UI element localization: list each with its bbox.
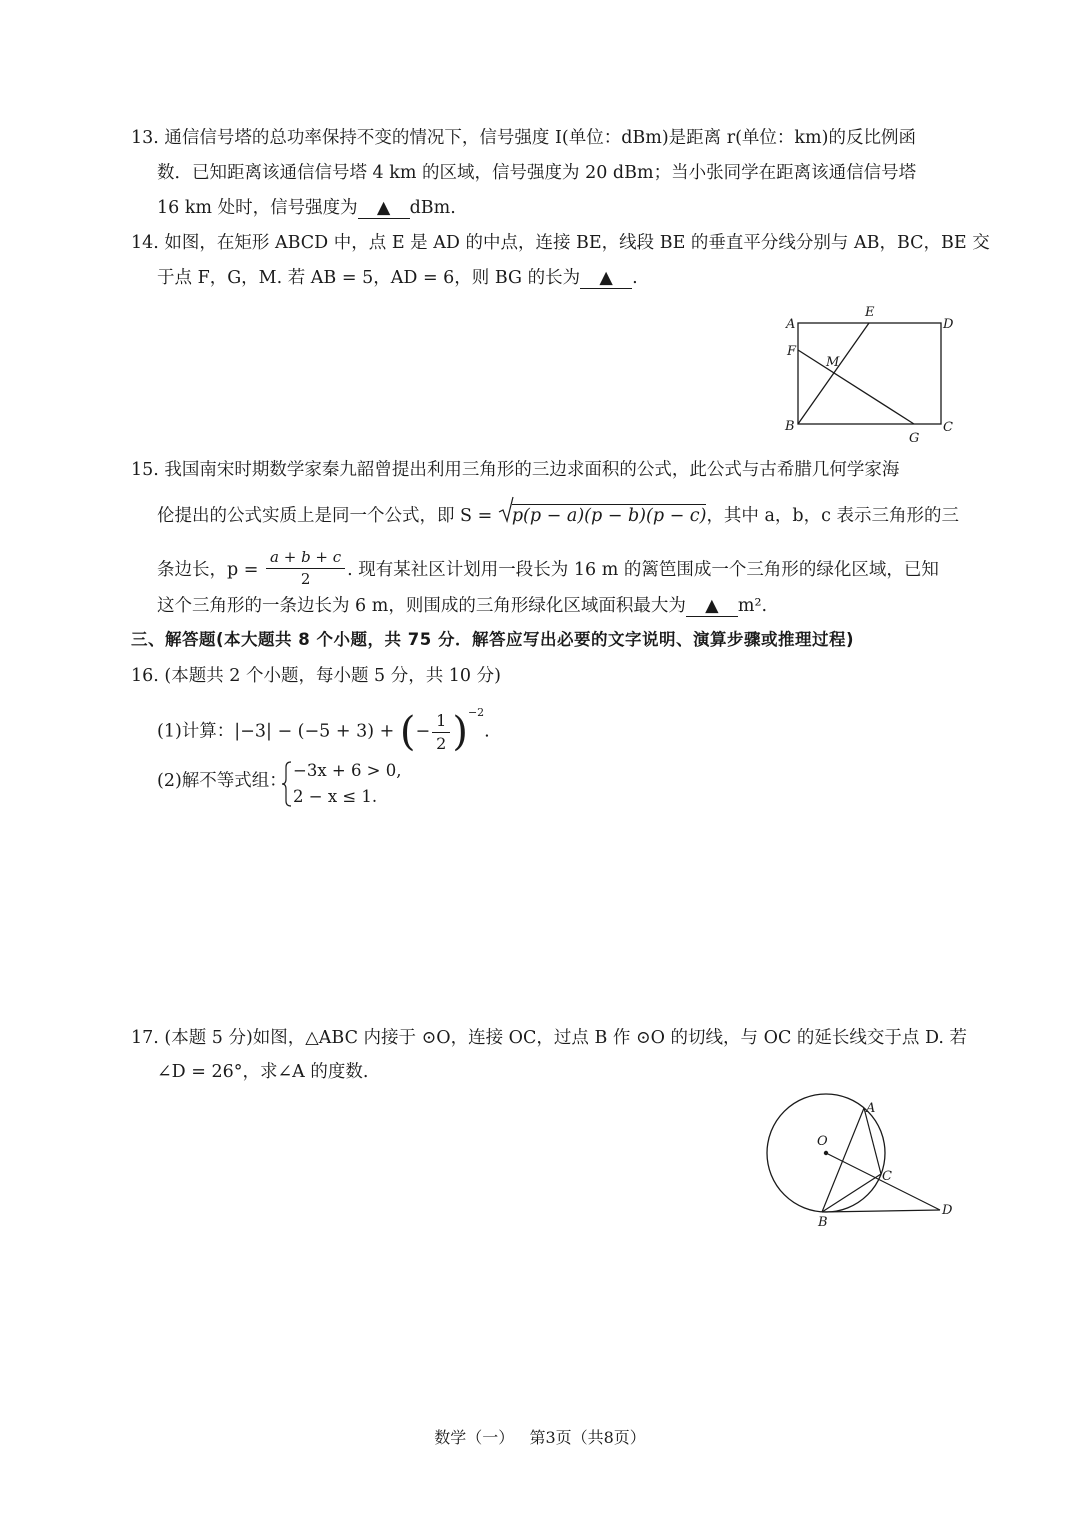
q17-line1: 17. (本题 5 分)如图，△ABC 内接于 ⊙O，连接 OC，过点 B 作 ⊙O 的切线，与 OC 的延长线交于点 D. 若 xyxy=(131,1028,967,1048)
segment-be xyxy=(798,323,869,424)
q14-rectangle-figure xyxy=(780,300,960,445)
blank-triangle-icon: ▲ xyxy=(376,198,391,218)
q13-line3-pre: 16 km 处时，信号强度为 xyxy=(157,198,358,218)
q14-answer-blank[interactable] xyxy=(580,270,632,289)
q14-line2 xyxy=(157,270,638,289)
q16-part1-post: . xyxy=(484,721,490,742)
q16-part1-pre: (1)计算：|−3| − (−5 + 3) + xyxy=(157,721,395,742)
q15-line2-pre: 伦提出的公式实质上是同一个公式，即 S = xyxy=(157,506,493,526)
q15-line4-post: m². xyxy=(737,596,768,616)
q17-line2: ∠D = 26°，求∠A 的度数. xyxy=(157,1062,369,1082)
segment-ab xyxy=(822,1108,864,1212)
q13-line3-post: dBm. xyxy=(409,198,456,218)
label-c: C xyxy=(943,420,953,435)
q13-line3 xyxy=(157,200,456,219)
q15-frac-numerator: a + b + c xyxy=(266,550,345,569)
q13-line1: 13. 通信信号塔的总功率保持不变的情况下，信号强度 I(单位：dBm)是距离 r(单位：km)的反比例函 xyxy=(131,128,916,148)
q13-line2: 数．已知距离该通信信号塔 4 km 的区域，信号强度为 20 dBm；当小张同学在距离该通信信号塔 xyxy=(157,163,917,183)
sqrt-sign-icon xyxy=(498,496,514,524)
segment-ac xyxy=(864,1108,881,1174)
q16-part1-fraction xyxy=(432,710,450,753)
label-e: E xyxy=(865,305,875,320)
q14-line2-post: . xyxy=(632,268,638,288)
blank-triangle-icon: ▲ xyxy=(599,268,613,288)
label-g: G xyxy=(909,431,920,445)
q15-line3-pre: 条边长，p = xyxy=(157,560,259,580)
q14-line1: 14. 如图，在矩形 ABCD 中，点 E 是 AD 的中点，连接 BE，线段 BE 的垂直平分线分别与 AB，BC，BE 交 xyxy=(131,233,990,253)
blank-triangle-icon: ▲ xyxy=(705,596,719,616)
q16-frac-num: 1 xyxy=(432,713,450,733)
label-a: A xyxy=(866,1101,876,1116)
q16-frac-den: 2 xyxy=(436,733,447,753)
q15-line4-pre: 这个三角形的一条边长为 6 m，则围成的三角形绿化区域面积最大为 xyxy=(157,596,686,616)
right-paren-icon: ) xyxy=(452,709,468,755)
label-f: F xyxy=(787,344,797,359)
q17-circle-figure xyxy=(760,1090,960,1230)
q16-inequality-2: 2 − x ≤ 1. xyxy=(293,787,378,806)
q15-frac-denominator: 2 xyxy=(300,570,311,588)
q16-inequality-1: −3x + 6 > 0, xyxy=(293,761,402,780)
q15-line2-post: ，其中 a，b，c 表示三角形的三 xyxy=(706,506,959,526)
label-c: C xyxy=(882,1169,892,1184)
label-d: D xyxy=(942,1203,953,1218)
label-b: B xyxy=(818,1215,828,1230)
q16-title: 16. (本题共 2 个小题，每小题 5 分，共 10 分) xyxy=(131,666,501,686)
left-paren-icon: ( xyxy=(399,709,416,755)
label-a: A xyxy=(786,317,796,332)
q15-answer-blank[interactable] xyxy=(686,598,738,617)
label-o: O xyxy=(817,1134,828,1149)
q15-line2 xyxy=(157,504,959,526)
label-b: B xyxy=(785,419,795,434)
label-d: D xyxy=(943,317,954,332)
q15-fraction xyxy=(266,550,345,587)
label-m: M xyxy=(826,355,840,370)
page-footer: 数学（一） 第3页（共8页） xyxy=(434,1428,646,1447)
q15-line1: 15. 我国南宋时期数学家秦九韶曾提出利用三角形的三边求面积的公式，此公式与古希腊几何学家海 xyxy=(131,460,900,480)
q15-line4 xyxy=(157,598,767,617)
left-brace-icon xyxy=(281,761,293,807)
q14-line2-pre: 于点 F，G，M. 若 AB = 5，AD = 6，则 BG 的长为 xyxy=(157,268,581,288)
segment-fg xyxy=(798,350,914,424)
q15-sqrt xyxy=(500,504,707,526)
q16-part1-exponent: −2 xyxy=(467,705,485,719)
q16-part2 xyxy=(157,773,287,791)
q15-sqrt-radicand: p(p − a)(p − b)(p − c) xyxy=(511,506,707,526)
q15-line3-post: . 现有某社区计划用一段长为 16 m 的篱笆围成一个三角形的绿化区域，已知 xyxy=(347,560,939,580)
section3-heading: 三、解答题(本大题共 8 个小题，共 75 分．解答应写出必要的文字说明、演算步骤或推理过程) xyxy=(131,630,855,649)
q16-part2-pre: (2)解不等式组： xyxy=(157,771,287,791)
q13-answer-blank[interactable] xyxy=(358,200,410,219)
q15-line3 xyxy=(157,548,939,589)
rect-abcd xyxy=(798,323,941,424)
q16-part1-neg: − xyxy=(415,721,431,742)
q16-part1 xyxy=(157,705,490,755)
